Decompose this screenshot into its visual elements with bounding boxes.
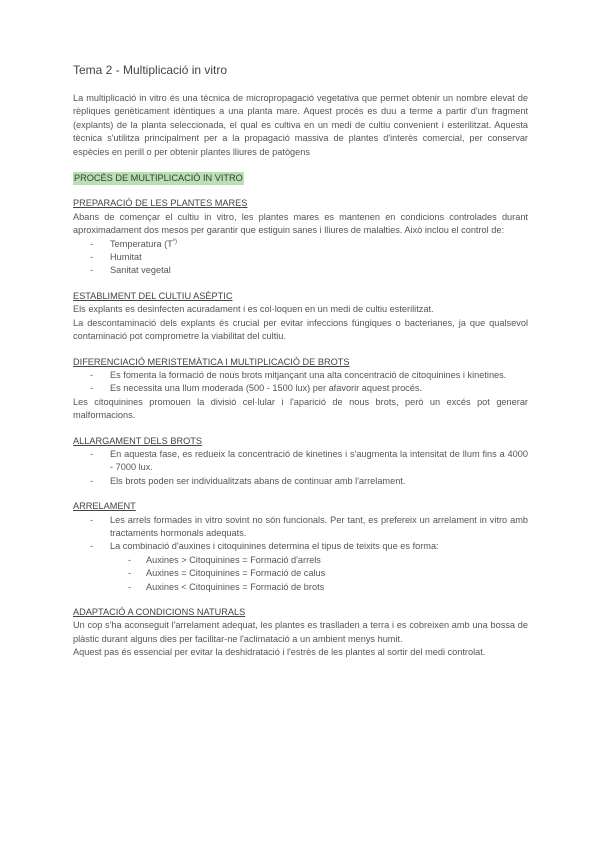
control-list	[73, 238, 528, 278]
document-page	[73, 62, 528, 660]
list-item: - En aquesta fase, es redueix la concentració de kinetines i s'augmenta la intensitat de llum fins a 4000 - 7000 lux.	[73, 448, 528, 475]
list-item: - Es necessita una llum moderada (500 - 1500 lux) per afavorir aquest procés.	[73, 382, 528, 395]
arrelament-list	[73, 514, 528, 554]
allargament-list	[73, 448, 528, 488]
sub-list-item: - Auxines < Citoquinines = Formació de brots	[73, 581, 528, 594]
page-title: Tema 2 - Multiplicació in vitro	[73, 63, 228, 77]
section-heading-arrelament: ARRELAMENT	[73, 501, 136, 512]
sub-list-item: - Auxines = Citoquinines = Formació de calus	[73, 567, 528, 580]
diferenciacio-list	[73, 369, 528, 396]
list-item: - Les arrels formades in vitro sovint no són funcionals. Per tant, es prefereix un arrelament in vitro amb tractaments hormonals adequats.	[73, 514, 528, 541]
list-item: - Temperatura ($T^{º)}$	[73, 238, 528, 251]
degree-superscript: º)	[172, 238, 178, 245]
section-heading-preparacio: PREPARACIÓ DE LES PLANTES MARES	[73, 198, 248, 209]
section-text-adaptacio-1: Un cop s'ha aconseguit l'arrelament adequat, les plantes es traslladen a terra i es cobreixen amb una bossa de plàstic durant alguns dies per facilitar-ne l'aclimatació a un ambient menys humit.	[73, 620, 528, 644]
sub-list-item: - Auxines > Citoquinines = Formació d'arrels	[73, 554, 528, 567]
section-text-diferenciacio: Les citoquinines promouen la divisió cel·lular i l'aparició de nous brots, però un excés pot generar malformacions.	[73, 396, 528, 421]
section-text-adaptacio-2: Aquest pas és essencial per evitar la deshidratació i l'estrès de les plantes al sortir del medi controlat.	[73, 647, 486, 658]
list-item: - Humitat	[73, 251, 528, 264]
highlighted-heading: PROCÉS DE MULTIPLICACIÓ IN VITRO	[73, 172, 244, 185]
section-heading-establiment: ESTABLIMENT DEL CULTIU ASÈPTIC	[73, 290, 233, 301]
section-heading-adaptacio: ADAPTACIÓ A CONDICIONS NATURALS	[73, 607, 246, 617]
hormone-ratio-list	[73, 554, 528, 594]
section-text-preparacio: Abans de començar el cultiu in vitro, les plantes mares es mantenen en condicions controlades durant aproximadament dos mesos per garantir que estiguin sanes i lliures de malalties. Això inclou el control de:	[73, 211, 528, 236]
intro-paragraph: La multiplicació in vitro és una tècnica de micropropagació vegetativa que permet obtenir un nombre elevat de rèpliques genèticament idèntiques a una planta mare. Aquest procés es duu a terme a partir d'un fragment (explants) de la planta seleccionada, el qual es cultiva en un medi de cultiu convenient i esterilitzat. Aquesta tècnica s'utilitza principalment per a la propagació massiva de plantes d'interès comercial, per conservar espècies en perill o per obtenir plantes lliures de patògens	[73, 93, 528, 157]
section-text-establiment-2: La descontaminació dels explants és crucial per evitar infeccions fúngiques o bacterianes, ja que qualsevol contaminació pot comprometre la viabilitat del cultiu.	[73, 317, 528, 342]
list-item: - Es fomenta la formació de nous brots mitjançant una alta concentració de citoquinines i kinetines.	[73, 369, 528, 382]
section-text-establiment-1: Els explants es desinfecten acuradament i es col·loquen en un medi de cultiu esterilitzat.	[73, 304, 434, 315]
list-item: - La combinació d'auxines i citoquinines determina el tipus de teixits que es forma:	[73, 540, 528, 553]
list-item: - Sanitat vegetal	[73, 264, 528, 277]
list-item: - Els brots poden ser individualitzats abans de continuar amb l'arrelament.	[73, 475, 528, 488]
section-heading-diferenciacio: DIFERENCIACIÓ MERISTEMÀTICA I MULTIPLICACIÓ DE BROTS	[73, 356, 350, 367]
section-heading-allargament: ALLARGAMENT DELS BROTS	[73, 435, 203, 446]
